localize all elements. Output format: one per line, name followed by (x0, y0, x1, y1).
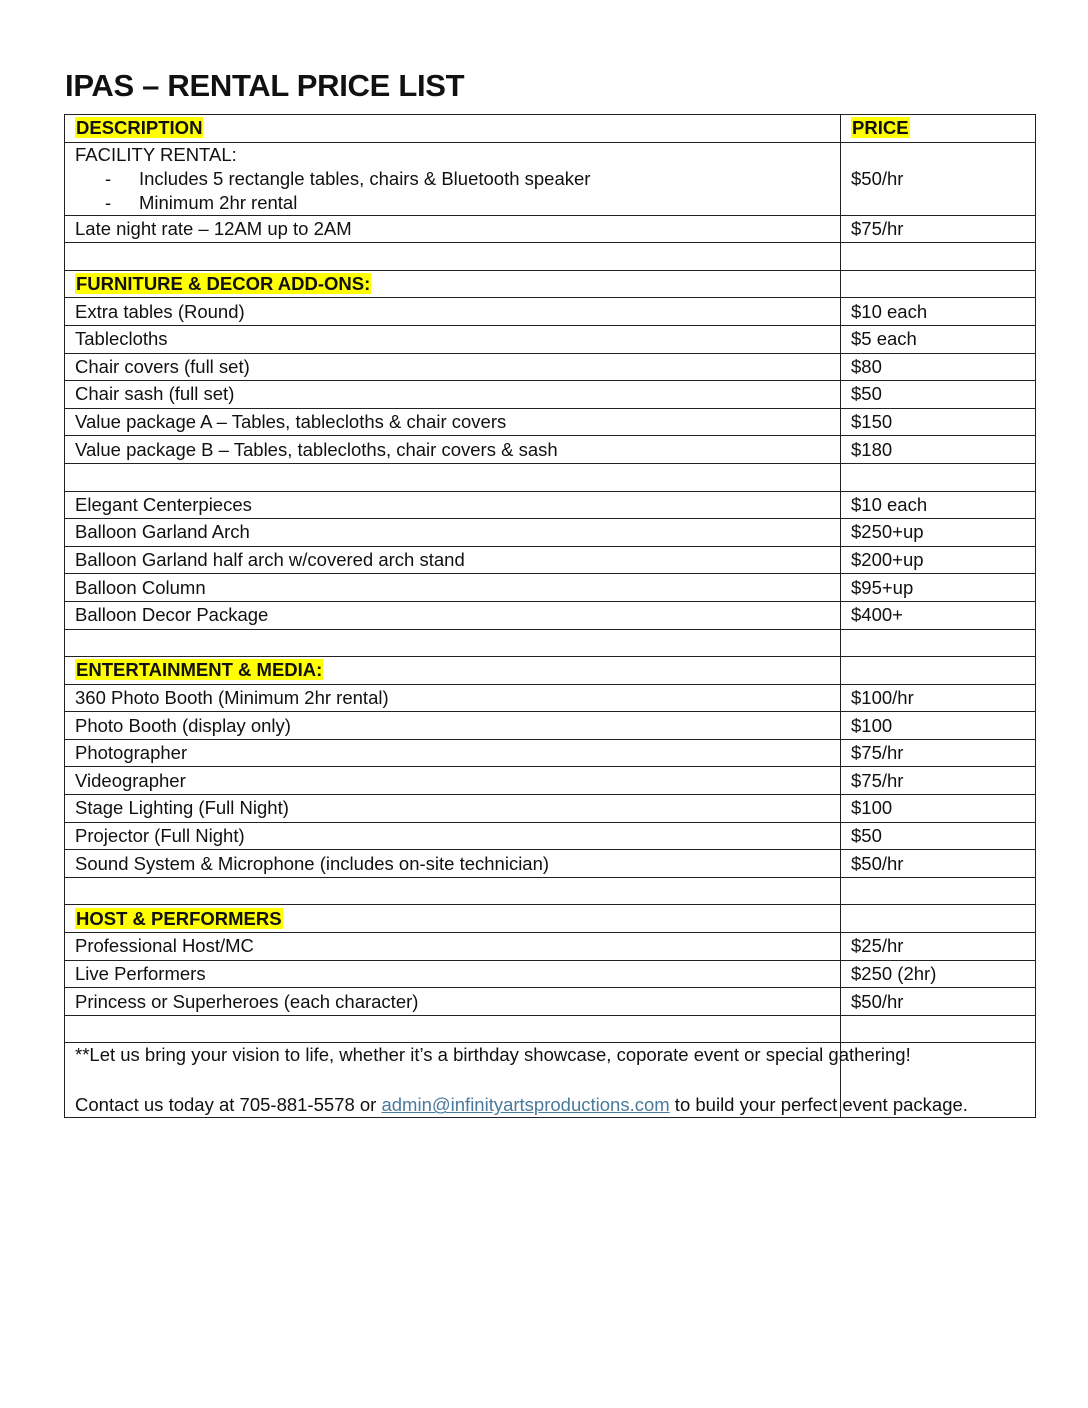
facility-price: $50/hr (841, 142, 1036, 215)
email-link[interactable]: admin@infinityartsproductions.com (381, 1094, 670, 1116)
section-heading: FURNITURE & DECOR ADD-ONS: (76, 273, 371, 295)
table-row (65, 739, 1036, 767)
table-row (65, 933, 1036, 961)
item-description: Sound System & Microphone (includes on-site technician) (65, 850, 841, 878)
table-row (65, 298, 1036, 326)
item-price: $75/hr (841, 215, 1036, 243)
item-description: Videographer (65, 767, 841, 795)
item-description: Value package B – Tables, tablecloths, chair covers & sash (65, 436, 841, 464)
table-row (65, 850, 1036, 878)
item-price: $95+up (841, 574, 1036, 602)
section-heading: HOST & PERFORMERS (76, 907, 282, 929)
item-description: Balloon Garland half arch w/covered arch stand (65, 546, 841, 574)
facility-label: FACILITY RENTAL: (75, 143, 237, 165)
item-price: $50/hr (841, 850, 1036, 878)
table-row (65, 767, 1036, 795)
section-heading-cell (65, 270, 841, 298)
header-price-cell (841, 115, 1036, 143)
table-row (65, 546, 1036, 574)
price-table (64, 114, 1036, 1118)
item-description: Value package A – Tables, tablecloths & chair covers (65, 408, 841, 436)
item-description: Professional Host/MC (65, 933, 841, 961)
blank-row (65, 243, 1036, 271)
table-row (65, 601, 1036, 629)
blank-row (65, 877, 1036, 905)
item-price: $400+ (841, 601, 1036, 629)
item-description: 360 Photo Booth (Minimum 2hr rental) (65, 684, 841, 712)
item-price: $10 each (841, 298, 1036, 326)
section-row-furniture (65, 270, 1036, 298)
section-heading: ENTERTAINMENT & MEDIA: (76, 659, 323, 681)
header-description: DESCRIPTION (76, 117, 203, 139)
section-heading-cell (65, 657, 841, 685)
item-description: Chair sash (full set) (65, 381, 841, 409)
table-header-row (65, 115, 1036, 143)
item-price: $25/hr (841, 933, 1036, 961)
item-description: Projector (Full Night) (65, 822, 841, 850)
item-price: $75/hr (841, 739, 1036, 767)
item-price: $50/hr (841, 988, 1036, 1016)
item-price: $100 (841, 712, 1036, 740)
contact-prefix: Contact us today at 705-881-5578 or (75, 1094, 382, 1116)
item-price: $100/hr (841, 684, 1036, 712)
item-description: Extra tables (Round) (65, 298, 841, 326)
table-row (65, 408, 1036, 436)
item-price: $80 (841, 353, 1036, 381)
item-description: Chair covers (full set) (65, 353, 841, 381)
item-price: $50 (841, 822, 1036, 850)
item-price: $10 each (841, 491, 1036, 519)
bullet-dash: - (105, 167, 112, 189)
item-price: $50 (841, 381, 1036, 409)
facility-description (65, 142, 841, 215)
item-price: $100 (841, 795, 1036, 823)
bullet-dash: - (105, 191, 112, 213)
table-row (65, 988, 1036, 1016)
facility-rental-row (65, 142, 1036, 215)
blank-row (65, 1015, 1036, 1043)
table-row (65, 574, 1036, 602)
note-row (65, 1043, 1036, 1118)
facility-bullet (75, 191, 830, 215)
page-title: IPAS – RENTAL PRICE LIST (65, 68, 465, 103)
blank-row (65, 463, 1036, 491)
section-row-host (65, 905, 1036, 933)
item-description: Photo Booth (display only) (65, 712, 841, 740)
table-row (65, 960, 1036, 988)
blank-row (65, 629, 1036, 657)
item-description: Tablecloths (65, 325, 841, 353)
item-description: Princess or Superheroes (each character) (65, 988, 841, 1016)
item-description: Late night rate – 12AM up to 2AM (65, 215, 841, 243)
contact-suffix: to build your perfect event package. (669, 1094, 968, 1116)
item-price: $250+up (841, 519, 1036, 547)
facility-bullet (75, 167, 830, 191)
table-row (65, 684, 1036, 712)
item-description: Balloon Column (65, 574, 841, 602)
item-description: Photographer (65, 739, 841, 767)
table-row (65, 712, 1036, 740)
item-price: $150 (841, 408, 1036, 436)
section-heading-cell (65, 905, 841, 933)
item-description: Balloon Garland Arch (65, 519, 841, 547)
table-row (65, 325, 1036, 353)
table-row (65, 822, 1036, 850)
header-price: PRICE (852, 117, 909, 139)
contact-text (75, 1093, 968, 1117)
item-price: $180 (841, 436, 1036, 464)
table-row (65, 353, 1036, 381)
item-price: $200+up (841, 546, 1036, 574)
table-row (65, 795, 1036, 823)
item-description: Live Performers (65, 960, 841, 988)
table-row (65, 436, 1036, 464)
table-row (65, 215, 1036, 243)
table-row (65, 519, 1036, 547)
table-row (65, 381, 1036, 409)
item-price: $75/hr (841, 767, 1036, 795)
facility-bullet-text: Includes 5 rectangle tables, chairs & Bluetooth speaker (139, 167, 591, 189)
item-description: Elegant Centerpieces (65, 491, 841, 519)
facility-bullet-text: Minimum 2hr rental (139, 191, 298, 213)
section-row-entertainment (65, 657, 1036, 685)
table-row (65, 491, 1036, 519)
note-cell (65, 1043, 968, 1118)
item-price: $250 (2hr) (841, 960, 1036, 988)
note-text: **Let us bring your vision to life, whether it’s a birthday showcase, coporate event or special gathering! (75, 1044, 911, 1066)
item-description: Balloon Decor Package (65, 601, 841, 629)
item-price: $5 each (841, 325, 1036, 353)
item-description: Stage Lighting (Full Night) (65, 795, 841, 823)
header-description-cell (65, 115, 841, 143)
